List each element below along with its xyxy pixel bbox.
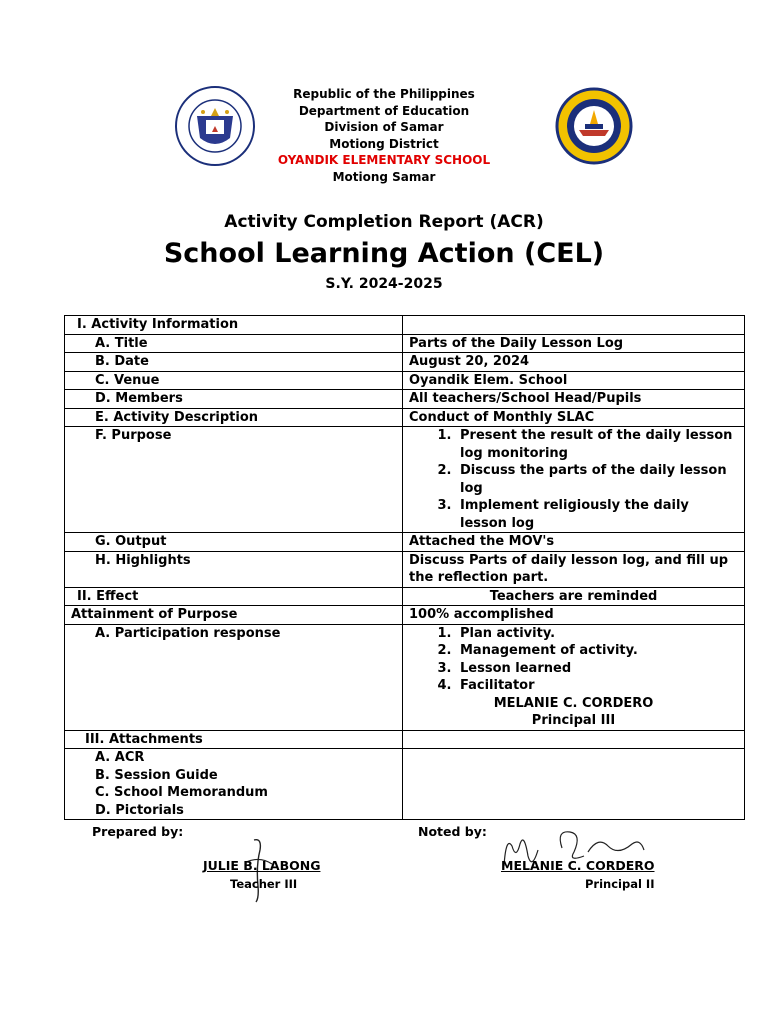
row-label-cell (65, 624, 403, 730)
description-value: Conduct of Monthly SLAC (403, 408, 745, 427)
section-activity-information (65, 316, 403, 335)
table-row (65, 551, 745, 587)
row-label-cell (65, 371, 403, 390)
row-label-cell (65, 587, 403, 606)
venue-label: C. Venue (95, 372, 160, 388)
venue-value: Oyandik Elem. School (403, 371, 745, 390)
report-type-title: Activity Completion Report (ACR) (224, 212, 544, 232)
row-label-cell (65, 408, 403, 427)
attainment-value: 100% accomplished (403, 606, 745, 625)
school-year: S.Y. 2024-2025 (325, 276, 443, 292)
table-row (65, 371, 745, 390)
participation-value (403, 624, 745, 730)
header-line-deped: Department of Education (298, 103, 470, 118)
members-label: D. Members (95, 391, 183, 406)
row-label-cell (65, 334, 403, 353)
prepared-by-name: JULIE B. LABONG (203, 858, 321, 873)
row-label-cell (65, 730, 403, 749)
row-label-cell (65, 533, 403, 552)
effect-value: Teachers are reminded (403, 587, 745, 606)
facilitator-title: Principal III (531, 713, 616, 728)
members-value: All teachers/School Head/Pupils (403, 390, 745, 409)
list-item: 1. Present the result of the daily lesson log monitoring (456, 427, 738, 462)
table-row (65, 587, 745, 606)
title-value: Parts of the Daily Lesson Log (403, 334, 745, 353)
list-item: A. ACR (95, 750, 145, 765)
noted-by-label: Noted by: (418, 824, 487, 839)
header-line-district: Motiong District (329, 136, 439, 151)
highlights-label: H. Highlights (95, 552, 191, 568)
prepared-by-label: Prepared by: (92, 824, 184, 839)
section-effect: II. Effect (77, 588, 139, 604)
list-item: D. Pictorials (95, 802, 184, 818)
list-item: 1. Plan activity. (456, 625, 738, 643)
table-cell (403, 749, 745, 820)
list-item: 2. Management of activity. (456, 642, 738, 660)
table-row (65, 408, 745, 427)
row-label-cell (65, 353, 403, 372)
table-row (65, 353, 745, 372)
participation-label: A. Participation response (95, 625, 281, 641)
table-row (65, 316, 745, 335)
table-cell (403, 730, 745, 749)
section-attachments: III. Attachments (85, 731, 203, 747)
attainment-label: Attainment of Purpose (65, 606, 403, 625)
facilitator-name: MELANIE C. CORDERO (493, 695, 654, 711)
table-row (65, 390, 745, 409)
list-item: 3. Lesson learned (456, 660, 738, 678)
participation-list (409, 625, 738, 695)
letterhead (0, 86, 768, 185)
list-item: B. Session Guide (95, 767, 218, 783)
table-row (65, 749, 745, 820)
list-item: 3. Implement religiously the daily lesson log (456, 497, 738, 532)
list-item: 2. Discuss the parts of the daily lesson log (456, 462, 738, 497)
date-label: B. Date (95, 354, 149, 369)
purpose-list (409, 427, 738, 532)
title-label: A. Title (95, 335, 148, 351)
output-value: Attached the MOV's (403, 533, 745, 552)
table-row (65, 606, 745, 625)
header-school-name: OYANDIK ELEMENTARY SCHOOL (277, 153, 491, 167)
row-label-cell (65, 390, 403, 409)
description-label: E. Activity Description (95, 409, 259, 425)
header-line-republic: Republic of the Philippines (293, 87, 475, 101)
header-line-address: Motiong Samar (332, 169, 436, 184)
attachments-list (65, 749, 403, 820)
table-row (65, 427, 745, 533)
report-main-title: School Learning Action (CEL) (163, 238, 605, 269)
table-row (65, 730, 745, 749)
highlights-value: Discuss Parts of daily lesson log, and fill up the reflection part. (403, 551, 745, 587)
list-item: 4. Facilitator (456, 677, 738, 695)
section-label: I. Activity Information (77, 317, 239, 332)
table-row (65, 624, 745, 730)
table-row (65, 533, 745, 552)
table-row (65, 334, 745, 353)
row-label-cell (65, 551, 403, 587)
row-label-cell (65, 427, 403, 533)
purpose-value (403, 427, 745, 533)
noted-by-title: Principal II (585, 877, 655, 891)
noted-by-name: MELANIE C. CORDERO (501, 858, 655, 873)
school-seal-logo (555, 86, 633, 166)
date-value: August 20, 2024 (403, 353, 745, 372)
prepared-by-title: Teacher III (230, 877, 298, 891)
output-label: G. Output (95, 534, 167, 549)
purpose-label: F. Purpose (95, 428, 172, 443)
list-item: C. School Memorandum (95, 785, 268, 800)
header-line-division: Division of Samar (324, 120, 444, 134)
table-cell (403, 316, 745, 335)
acr-table (64, 315, 745, 820)
